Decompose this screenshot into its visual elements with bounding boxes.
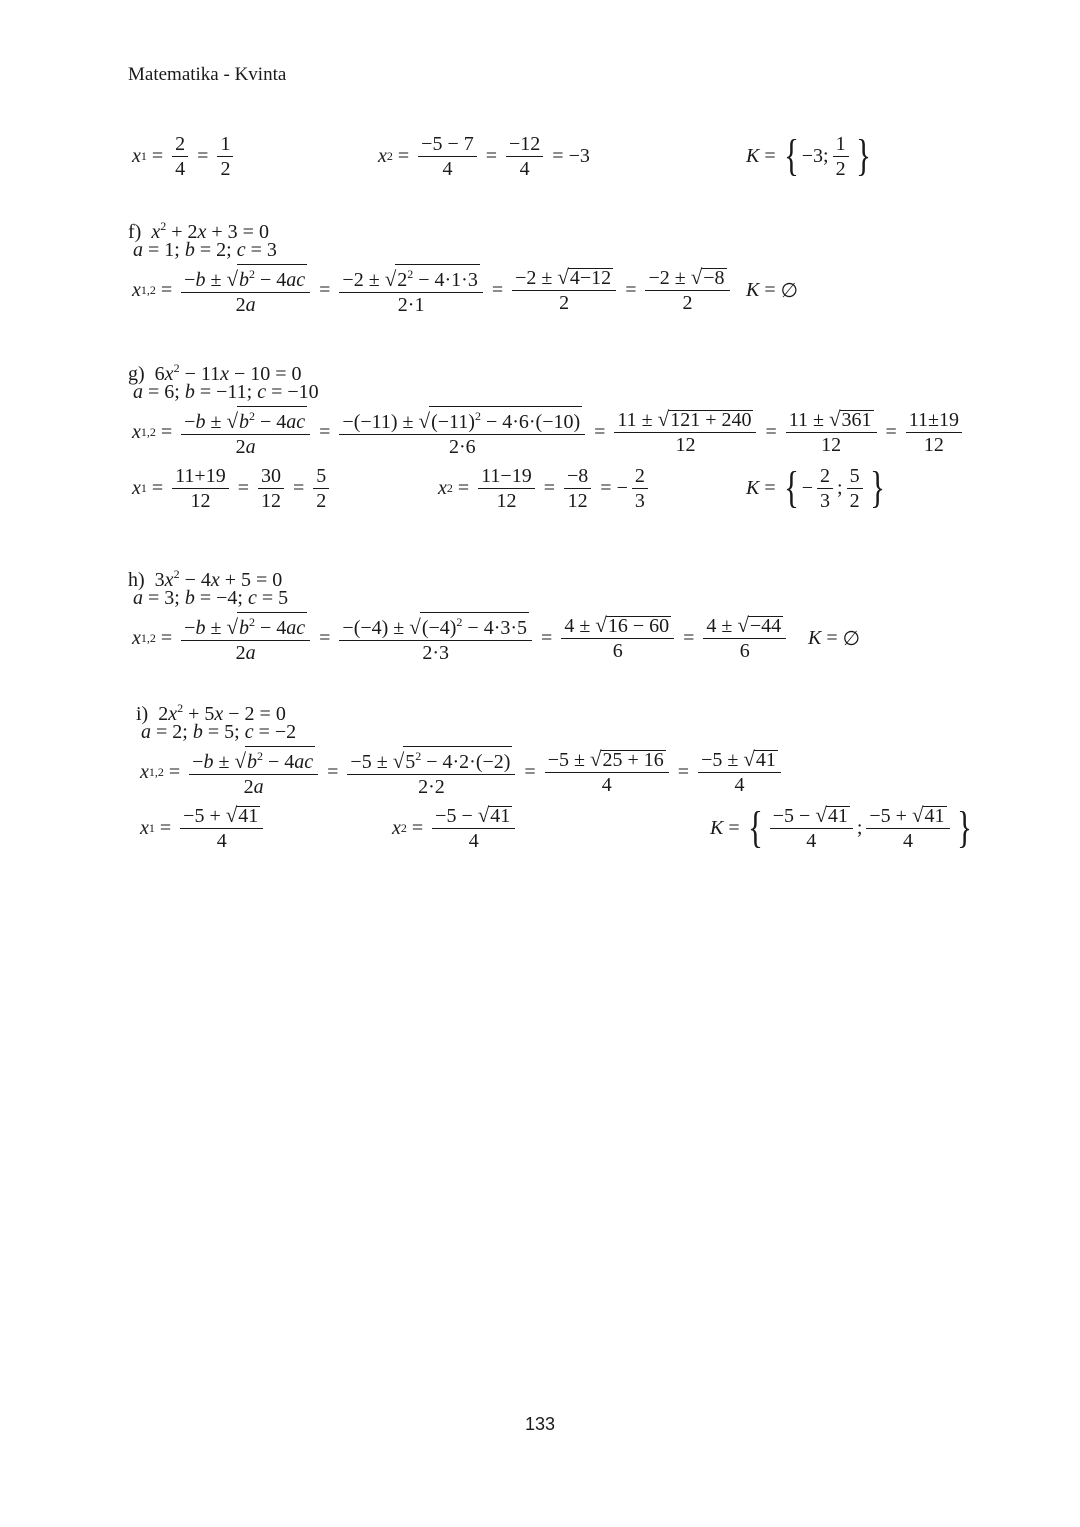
i-x1: x 1 = $\frac{-5 + √41}{4}$ [140, 800, 267, 856]
g-solution-set: K = { − $\frac{2}{3}$ ; $\frac{5}{2}$ } [746, 463, 885, 512]
e-solution-set: K = { −3; $\frac{1}{2}$ } [746, 131, 871, 180]
e-tail-row [128, 128, 948, 184]
g-x1: x 1 = $\frac{11+19}{12}$ = $\frac{30}{12}$ = $\frac{5}{2}$ [132, 460, 333, 516]
h-solution-row [128, 610, 948, 666]
f-equation: f) $x^2 + 2x + 3 = 0$ [128, 219, 269, 243]
g-x2: x 2 = $\frac{11-19}{12}$ = $\frac{-8}{12}$ = − $\frac{2}{3}$ [438, 460, 652, 516]
g-coefficients: a = 6; b = −11; c = −10 [133, 381, 319, 403]
f-coefficients: a = 1; b = 2; c = 3 [133, 239, 277, 261]
g-equation: g) $6x^2 - 11x - 10 = 0$ [128, 361, 302, 385]
problem-f [128, 214, 948, 318]
problem-h [128, 562, 948, 666]
f-solution: x 1,2 = $\frac{-b \pm √b^2 - 4ac}{2a}$ = $\frac{-2 \pm √2^2 - 4\cdot 1\cdot 3}{2\cdot 1}$ = $\frac{-2 \pm √4-12}{2}$ = $\frac{-2 \pm √-8}{2}$ [132, 262, 734, 318]
page-number: 133 [524, 1414, 556, 1434]
i-solution: x 1,2 = $\frac{-b \pm √b^2 - 4ac}{2a}$ = $\frac{-5 \pm √5^2 - 4\cdot 2\cdot(-2)}{2\cdot 2}$ = $\frac{-5 \pm √25 + 16}{4}$ = $\frac{-5 \pm √41}{4}$ [140, 744, 785, 800]
h-equation: h) $3x^2 - 4x + 5 = 0$ [128, 567, 283, 591]
i-solution-row [136, 744, 956, 800]
problem-i [136, 696, 972, 856]
i-coefficients: a = 2; b = 5; c = −2 [141, 721, 297, 743]
page-header: Matematika - Kvinta [128, 64, 287, 85]
i-equation: i) $2x^2 + 5x - 2 = 0$ [136, 701, 286, 725]
h-solution: x 1,2 = $\frac{-b \pm √b^2 - 4ac}{2a}$ = $\frac{-(-4) \pm √(-4)^2 - 4\cdot 3\cdot 5}{2\cdot 3}$ = $\frac{4 \pm √16 - 60}{6}$ = $\frac{4 \pm √-44}{6}$ [132, 610, 790, 666]
problem-e-tail [128, 128, 948, 184]
problem-g [128, 356, 960, 516]
f-solution-set: K = ∅ [746, 278, 799, 302]
g-solution-row [128, 404, 960, 460]
g-roots-row [128, 460, 948, 516]
f-solution-row [128, 262, 948, 318]
i-x2: x 2 = $\frac{-5 - √41}{4}$ [392, 800, 519, 856]
e-x2: x 2 = $\frac{-5 - 7}{4}$ = $\frac{-12}{4}$ = −3 [378, 132, 590, 180]
i-solution-set: K = { $\frac{-5 - √41}{4}$ ; $\frac{-5 + √41}{4}$ } [710, 803, 972, 852]
h-solution-set: K = ∅ [808, 626, 861, 650]
e-x1: x 1 = $\frac{2}{4}$ = $\frac{1}{2}$ [132, 128, 237, 184]
g-solution: x 1,2 = $\frac{-b \pm √b^2 - 4ac}{2a}$ = $\frac{-(-11) \pm √(-11)^2 - 4\cdot 6\cdot(-10)}{2\cdot 6}$ = $\frac{11 \pm √121 + 240}{12}$ = $\frac{11 \pm √361}{12}$ = $\frac{11\pm 19}{12}$ [132, 404, 966, 460]
i-roots-row [136, 800, 972, 856]
h-coefficients: a = 3; b = −4; c = 5 [133, 587, 289, 609]
